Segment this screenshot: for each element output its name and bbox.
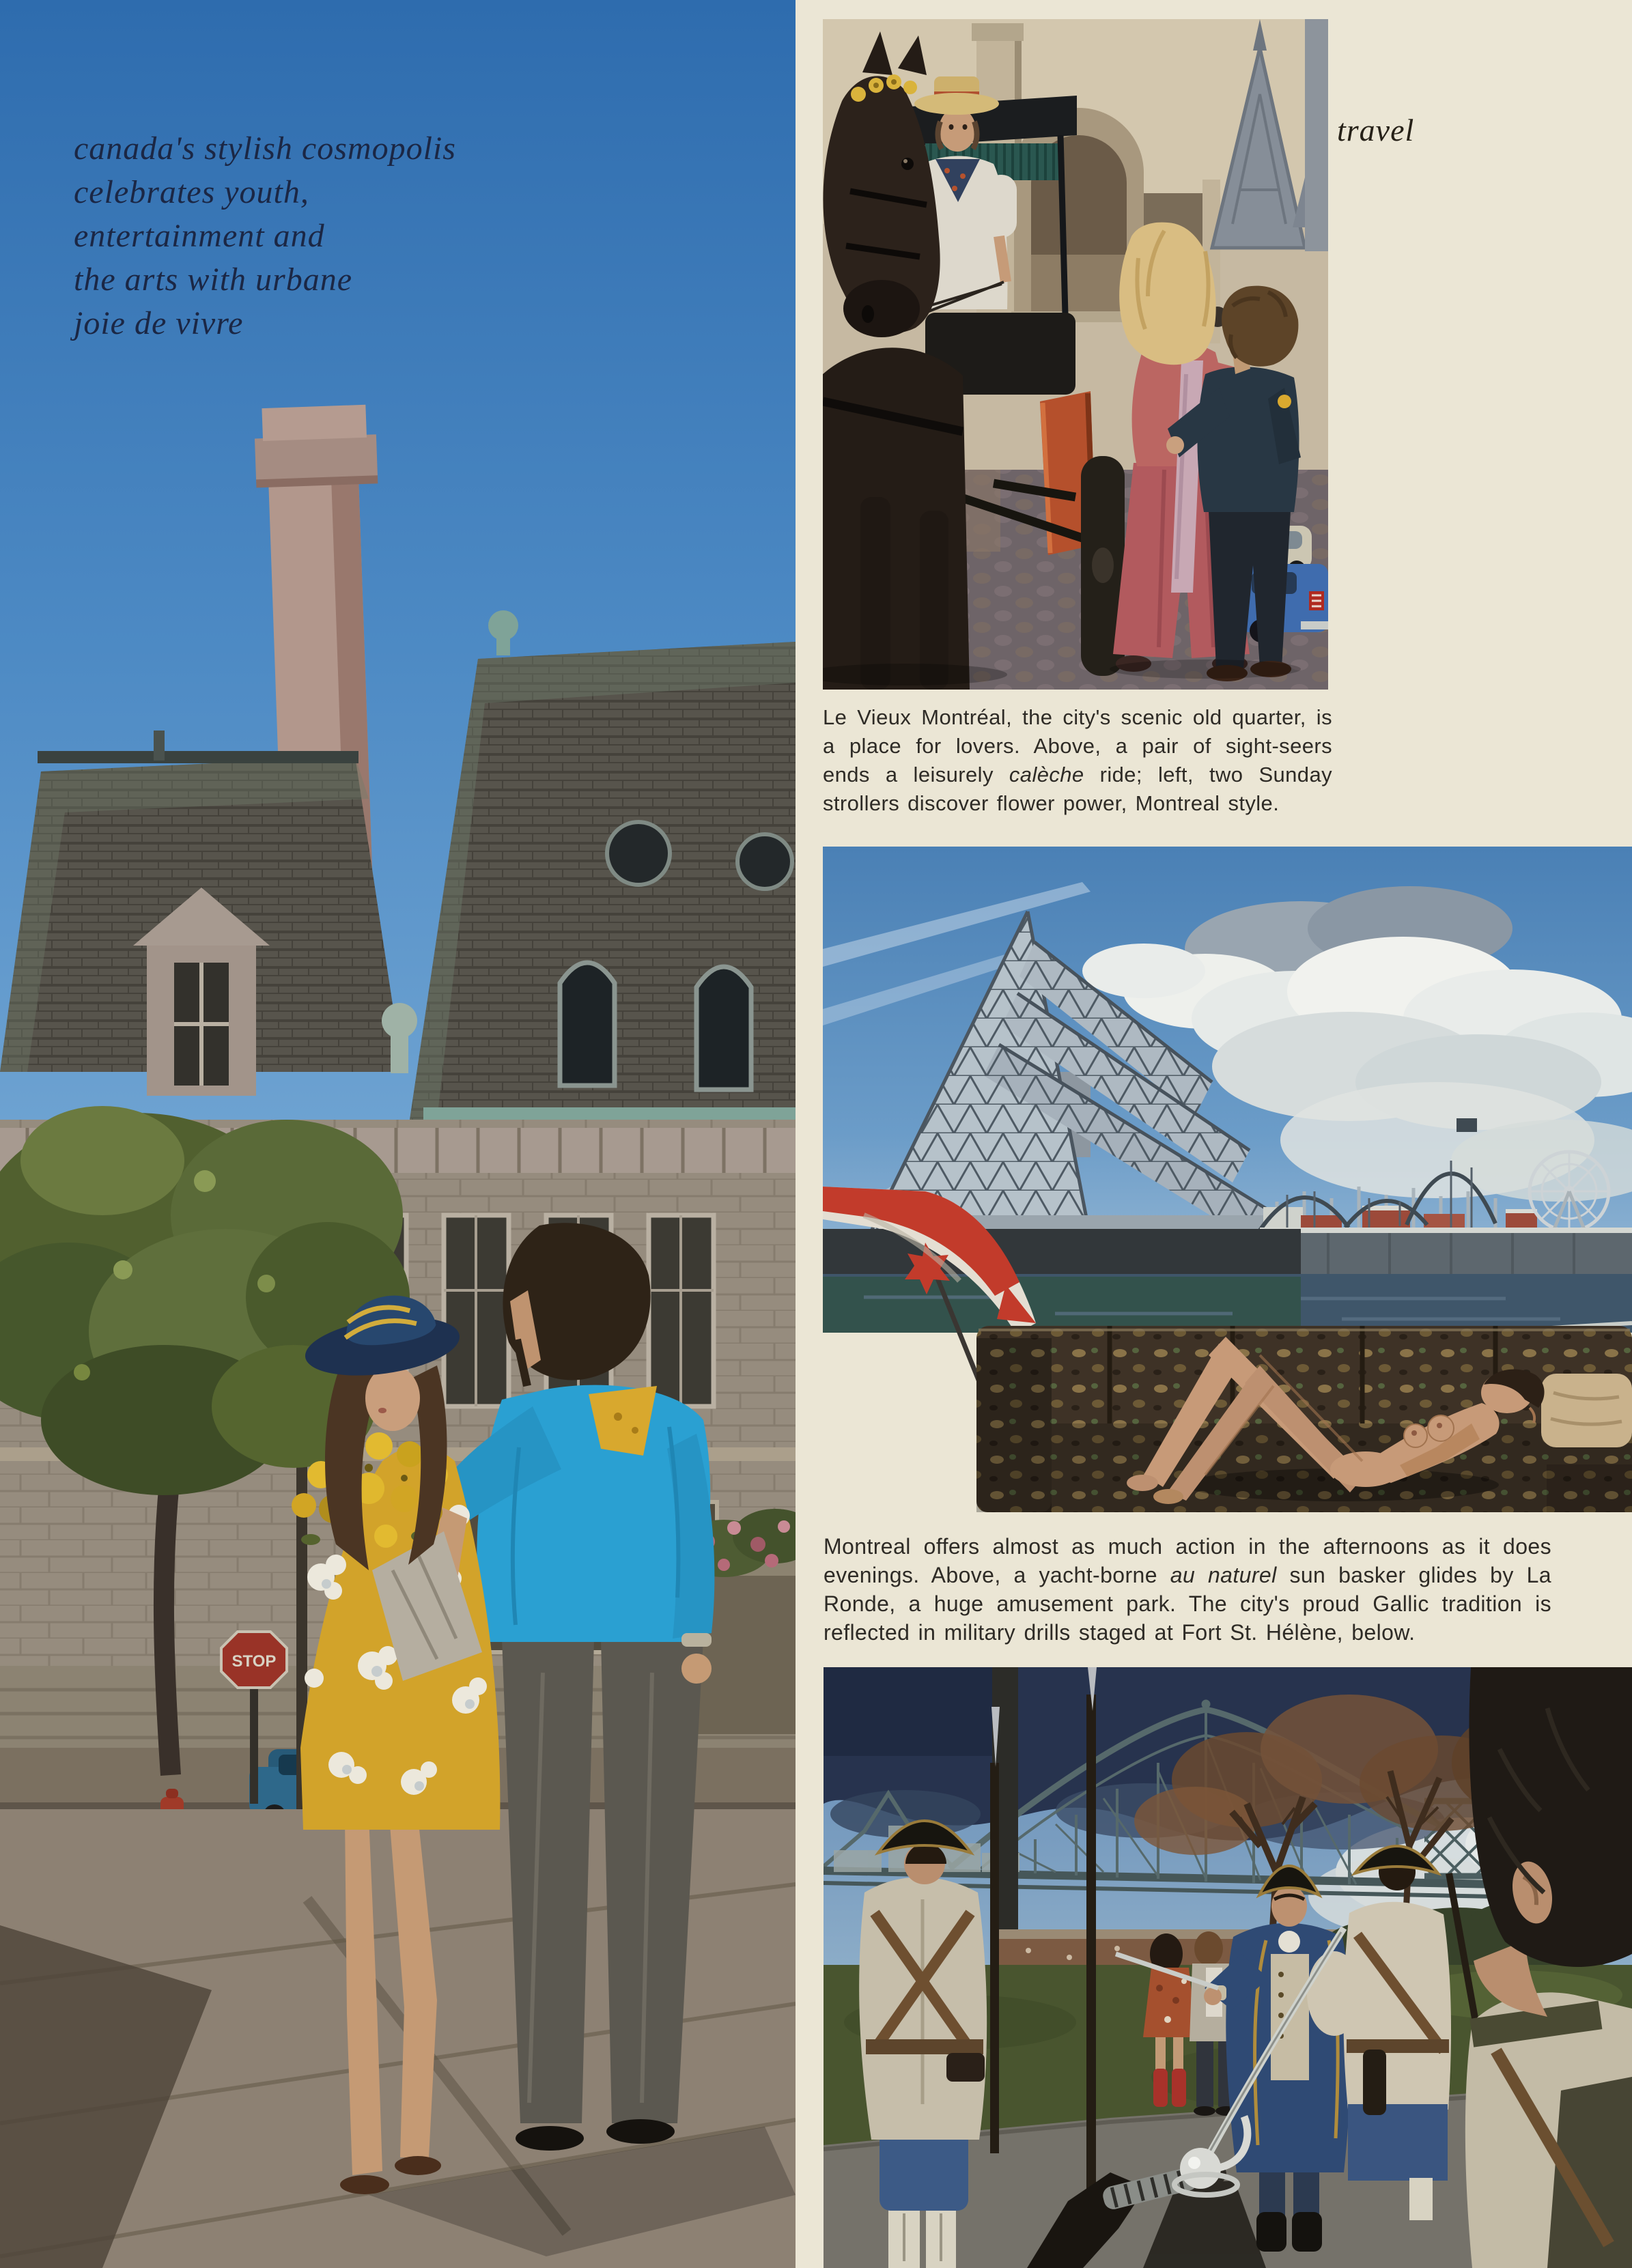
caption-caleche [823, 703, 1332, 818]
headline-line: joie de vivre [74, 305, 244, 341]
headline-line: celebrates youth, [74, 174, 309, 210]
svg-text:STOP: STOP [231, 1652, 277, 1671]
headline-line: the arts with urbane [74, 261, 353, 298]
caption-italic: au naturel [1170, 1563, 1277, 1587]
musket-vertical [1086, 1695, 1096, 2189]
caption-italic: calèche [1009, 763, 1084, 786]
sightseer-couple [1113, 223, 1301, 681]
headline-line: entertainment and [74, 218, 325, 254]
caption-text: Montreal offers almost as much action in the afternoons as it does evenings. Above, a yacht-borne [824, 1534, 1551, 1587]
caption-laronde [824, 1532, 1551, 1647]
photo-laronde-sunbather [823, 847, 1632, 1512]
caption-text: ride; left, two Sunday strollers discover flower power, Montreal style. [823, 763, 1332, 815]
headline-line: canada's stylish cosmopolis [74, 130, 456, 167]
caption-text: Le Vieux Montréal, the city's scenic old quarter, is a place for lovers. Above, a pair of sight-seers ends a leisurely [823, 705, 1332, 786]
section-label-travel: travel [1337, 113, 1415, 147]
caption-text: sun basker glides by La Ronde, a huge amusement park. The city's proud Gallic tradition is reflected in military drills staged at Fort St. Hélène, below. [824, 1563, 1552, 1645]
photo-fort-drill [824, 1667, 1632, 2268]
photo-caleche-ride [823, 19, 1328, 690]
page-headline [74, 127, 456, 345]
photo-street-strollers [0, 0, 796, 2268]
ferris-wheel [1530, 1152, 1609, 1231]
